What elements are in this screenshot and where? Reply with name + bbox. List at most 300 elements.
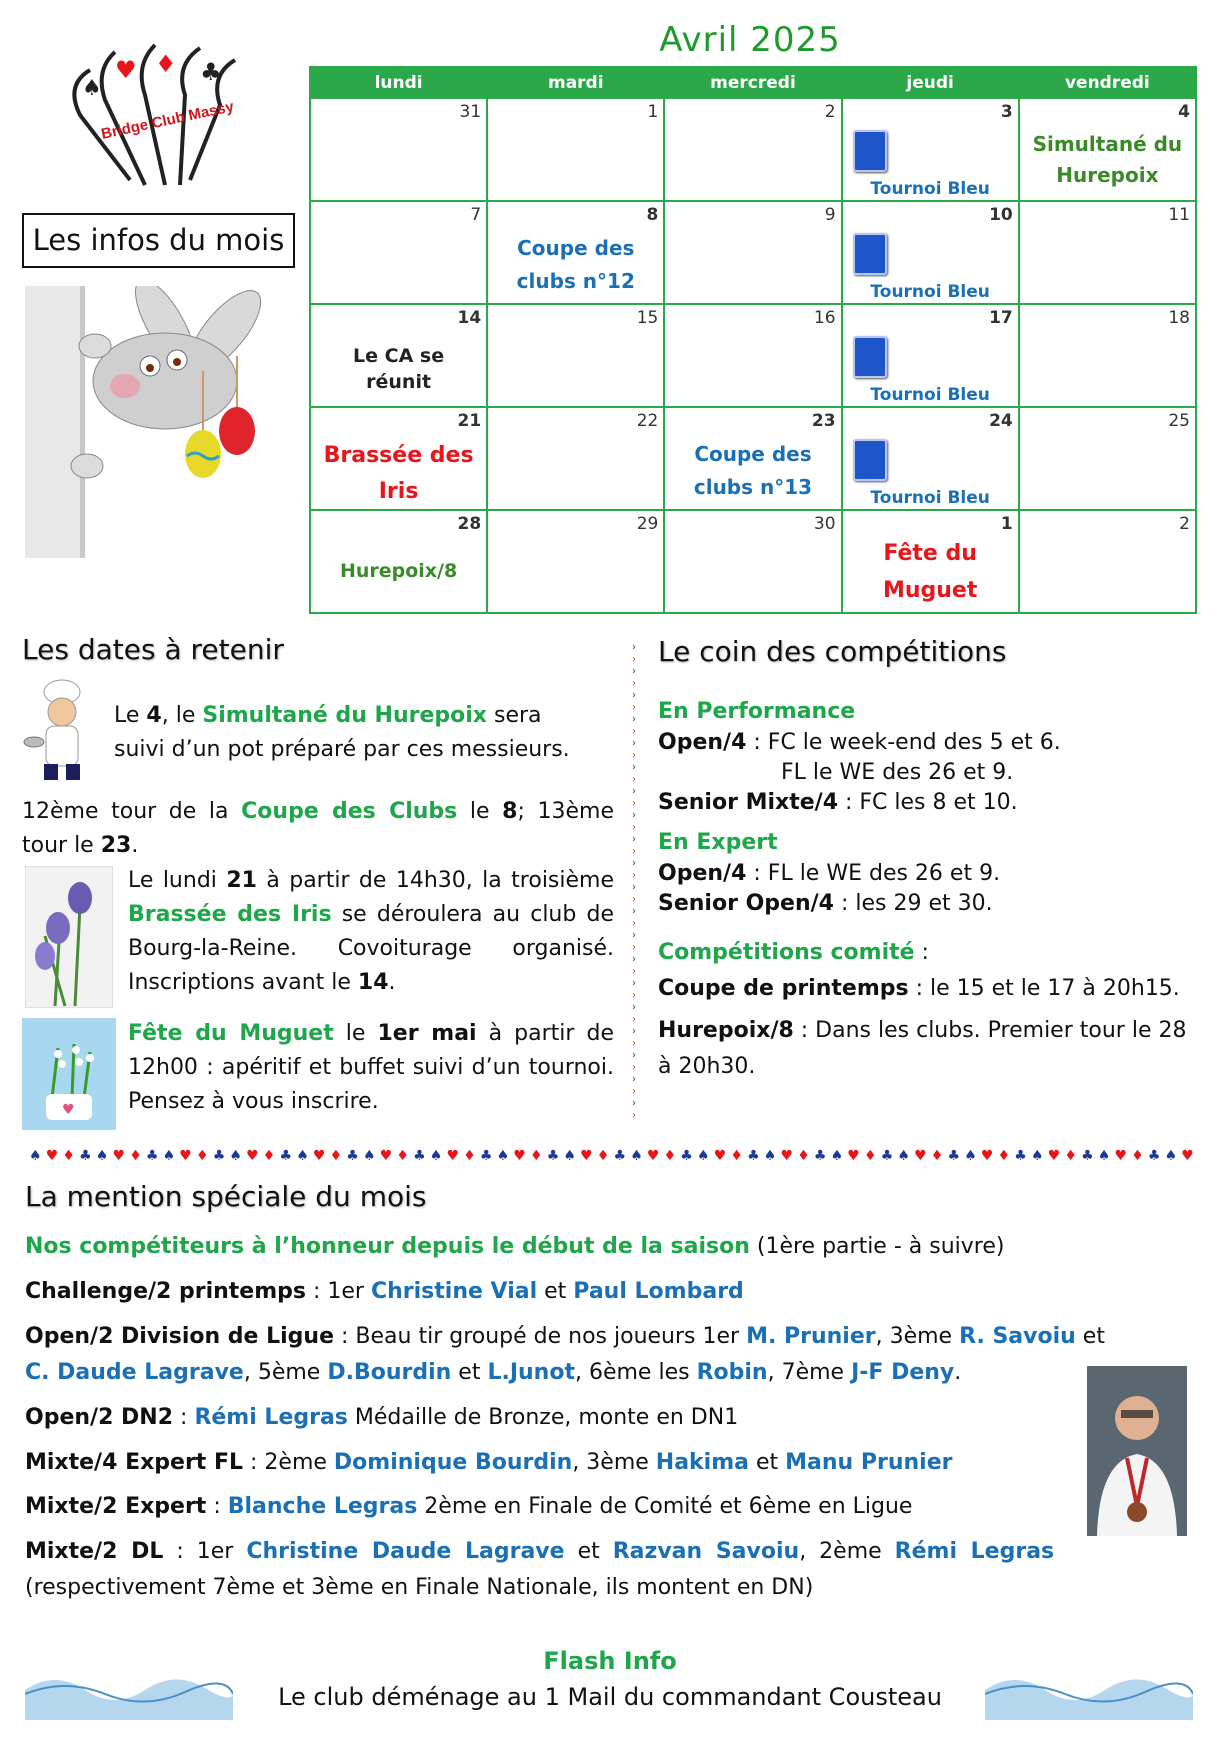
suit-mark: ♠ [29,1148,42,1164]
calendar-day [664,304,841,407]
day-number: 2 [824,102,836,122]
mention-line-5 [25,1494,912,1519]
day-number: 28 [457,514,482,534]
suit-mark: ♣ [145,1148,159,1164]
flash-title: Flash Info [543,1647,677,1675]
label: Mixte/2 DL [25,1539,164,1564]
chef-icon [22,678,90,784]
suit-mark: ♥ [713,1148,727,1164]
water-wave-icon [25,1660,233,1720]
calendar-day [664,407,841,510]
player-name: D.Bourdin [327,1360,452,1385]
event-label: Simultané du Hurepoix [1032,132,1183,187]
mention-intro [25,1234,1004,1259]
perf-senior-line [658,786,1018,820]
printemps-line [658,972,1180,1006]
suit-mark: ♠ [162,1148,176,1164]
day-number: 18 [1168,308,1190,328]
player-name: Robin [696,1360,768,1385]
divider-mark: › [632,1026,636,1037]
divider-mark: › [632,726,636,737]
weekday-header: lundi [310,67,487,98]
player-name: M. Prunier [746,1324,876,1349]
suit-mark: ♦ [596,1148,610,1164]
player-photo [1087,1366,1187,1536]
day-number: 17 [989,308,1013,328]
player-name: Rémi Legras [194,1405,348,1430]
suit-mark: ♥ [580,1148,593,1164]
card-spades-icon [853,439,887,481]
event-label: Brassée des Iris [323,443,474,504]
suit-mark: ♣ [346,1148,359,1164]
highlight: Brassée des Iris [128,902,332,927]
suit-mark: ♦ [129,1148,142,1164]
mention-line-2b [25,1360,961,1385]
divider-mark: › [632,690,636,701]
text: . [131,833,139,858]
text: : FL le WE des 26 et 9. [746,861,1001,886]
suit-mark: ♦ [930,1148,944,1164]
calendar-day [310,98,487,201]
calendar-day [664,510,841,613]
expert-title: En Expert [658,830,778,855]
divider-mark: › [632,906,636,917]
calendar-week [310,510,1196,613]
suit-mark: ♦ [730,1148,743,1164]
divider-mark: › [632,786,636,797]
text: ; 13ème tour le [22,799,614,858]
divider-mark: › [632,894,636,905]
label: Senior Open/4 [658,891,834,916]
text: 4 [146,703,162,728]
label: Open/2 DN2 [25,1405,174,1430]
suit-mark: ♣ [947,1148,961,1164]
suit-mark: ♠ [363,1148,376,1164]
muguet-cup-icon [22,1018,116,1130]
suit-mark: ♥ [1181,1148,1194,1164]
divider-mark: › [632,654,636,665]
text: 12ème tour de la [22,799,242,824]
suit-mark: ♣ [479,1148,493,1164]
player-name: Hakima [655,1450,749,1475]
divider-mark: › [632,1074,636,1085]
calendar-day [664,201,841,304]
suit-mark: ♣ [279,1148,293,1164]
svg-text:♦: ♦ [155,50,177,78]
text: à partir de 12h00 : apéritif et buffet suivi d’un tournoi. Pensez à vous inscrire. [128,1021,614,1114]
highlight: Simultané du Hurepoix [202,703,487,728]
text: 1er mai [377,1021,477,1046]
suit-mark: ♦ [530,1148,543,1164]
suit-mark: ♣ [813,1148,827,1164]
day-number: 14 [457,308,482,328]
suit-mark: ♦ [329,1148,343,1164]
suit-mark: ♠ [697,1148,710,1164]
calendar-day [1019,407,1196,510]
player-name: J-F Deny [851,1360,955,1385]
weekday-header: mardi [487,67,664,98]
suit-mark: ♦ [997,1148,1011,1164]
suit-mark: ♣ [1147,1148,1161,1164]
suit-mark: ♣ [613,1148,627,1164]
suit-mark: ♥ [513,1148,526,1164]
suit-mark: ♠ [95,1148,109,1164]
text: : [173,1405,195,1430]
calendar-day [487,510,664,613]
highlight: Fête du Muguet [128,1021,334,1046]
svg-text:♥: ♥ [62,1102,75,1118]
suit-mark: ♠ [1164,1148,1178,1164]
text: le [457,799,503,824]
suit-mark: ♠ [563,1148,576,1164]
text: et [537,1279,574,1304]
event-label: Tournoi Bleu [870,179,990,199]
text: , 3ème [572,1450,656,1475]
calendar-day [1019,201,1196,304]
player-name: Christine Vial [370,1279,538,1304]
suit-mark: ♦ [196,1148,209,1164]
suit-mark: ♠ [429,1148,443,1164]
divider-mark: › [632,774,636,785]
label: Challenge/2 printemps [25,1279,306,1304]
easter-bunny-icon [25,286,297,558]
calendar-day [1019,304,1196,407]
text: et [564,1539,613,1564]
day-number: 9 [824,205,836,225]
weekday-header: vendredi [1019,67,1196,98]
suit-mark: ♥ [246,1148,259,1164]
suit-mark: ♠ [1031,1148,1044,1164]
divider-mark: › [632,1098,636,1109]
suit-mark: ♦ [797,1148,810,1164]
perf-open-line [658,726,1061,760]
suit-mark: ♦ [463,1148,476,1164]
label: Compétitions comité [658,940,915,965]
highlight: Nos compétiteurs à l’honneur depuis le début de la saison [25,1234,750,1259]
player-name: Rémi Legras [894,1539,1055,1564]
suit-mark: ♦ [1064,1148,1077,1164]
suit-mark: ♠ [1097,1148,1111,1164]
calendar-day [842,407,1019,510]
suit-mark: ♣ [1081,1148,1094,1164]
text: 21 [226,868,257,893]
text: : [206,1494,228,1519]
suit-mark: ♣ [1014,1148,1027,1164]
player-name: Paul Lombard [573,1279,744,1304]
suit-mark: ♣ [212,1148,226,1164]
calendar-day [842,510,1019,613]
calendar-day [487,407,664,510]
event-label: Hurepoix/8 [339,560,458,582]
calendar-week [310,407,1196,510]
divider-mark: › [632,1050,636,1061]
event-label: Tournoi Bleu [870,282,990,302]
label: Mixte/2 Expert [25,1494,207,1519]
suit-mark: ♦ [864,1148,877,1164]
suits-separator [25,1146,1197,1164]
divider-mark: › [632,954,636,965]
text: Médaille de Bronze, monte en DN1 [347,1405,739,1430]
divider-mark: › [632,1014,636,1025]
calendar-day [487,304,664,407]
player-name: R. Savoiu [959,1324,1076,1349]
perf-open-line-2: FL le WE des 26 et 9. [781,760,1014,785]
svg-text:♠: ♠ [82,76,102,101]
suit-mark: ♥ [914,1148,927,1164]
text: , 6ème les [574,1360,697,1385]
suit-mark: ♦ [663,1148,677,1164]
day-number: 24 [989,411,1013,431]
suit-mark: ♣ [680,1148,693,1164]
expert-open-line [658,857,1000,891]
divider-mark: › [632,846,636,857]
weekday-header-row [310,67,1196,98]
divider-mark: › [632,834,636,845]
dates-paragraph-3 [128,864,614,1000]
suit-mark: ♥ [312,1148,326,1164]
text: sera suivi d’un pot préparé par ces messieurs. [114,703,570,762]
divider-mark: › [632,1002,636,1013]
perf-title: En Performance [658,699,856,724]
divider-mark: › [632,990,636,1001]
player-name: Dominique Bourdin [333,1450,573,1475]
text: à partir de 14h30, la troisième [256,868,615,893]
day-number: 23 [811,411,836,431]
text: Le lundi [128,868,227,893]
calendar-day [310,304,487,407]
event-label: Tournoi Bleu [870,488,990,508]
divider-mark: › [632,882,636,893]
player-name: L.Junot [487,1360,575,1385]
text: : 1er [163,1539,247,1564]
day-number: 25 [1168,411,1190,431]
calendar-day [842,98,1019,201]
suit-mark: ♣ [880,1148,894,1164]
day-number: 31 [459,102,482,122]
label: Hurepoix/8 [658,1018,794,1043]
calendar-day [1019,98,1196,201]
divider-mark: › [632,798,636,809]
divider-mark: › [632,1086,636,1097]
divider-mark: › [632,870,636,881]
suit-mark: ♦ [62,1148,75,1164]
text: : 1er [306,1279,371,1304]
calendar-day [664,98,841,201]
suit-mark: ♥ [379,1148,393,1164]
svg-text:♣: ♣ [200,58,222,86]
divider-mark: › [632,750,636,761]
text: et [451,1360,488,1385]
text: . [954,1360,962,1385]
divider-mark: › [632,678,636,689]
suit-mark: ♥ [646,1148,660,1164]
text: . [388,970,396,995]
mention-line-4 [25,1450,953,1475]
infos-title: Les infos du mois [22,213,295,268]
hurepoix-line [658,1013,1198,1085]
suits-divider [632,640,642,1122]
calendar-week [310,201,1196,304]
flash-text: Le club déménage au 1 Mail du commandant Cousteau [278,1683,942,1711]
calendar-day [842,304,1019,407]
suit-mark: ♥ [1114,1148,1128,1164]
day-number: 30 [813,514,836,534]
suit-mark: ♠ [964,1148,977,1164]
divider-mark: › [632,738,636,749]
label: Open/4 [658,861,747,886]
text: 23 [100,833,132,858]
calendar-day [310,201,487,304]
suit-mark: ♣ [747,1148,760,1164]
dates-paragraph-1 [114,699,596,767]
divider-mark: › [632,942,636,953]
text: : [914,940,929,965]
suit-mark: ♥ [780,1148,794,1164]
suit-mark: ♠ [763,1148,777,1164]
water-wave-icon [985,1660,1193,1720]
calendar-day [487,98,664,201]
comite-title [658,936,929,970]
svg-text:♥: ♥ [115,56,137,84]
divider-mark: › [632,978,636,989]
text: , 5ème [243,1360,328,1385]
logo-text: Bridge Club Massy [99,98,236,143]
calendar-day [310,510,487,613]
text: , 7ème [767,1360,852,1385]
text: 14 [357,970,389,995]
suit-mark: ♥ [847,1148,860,1164]
suit-mark: ♣ [79,1148,92,1164]
day-number: 1 [1000,514,1013,534]
day-number: 8 [646,205,659,225]
text: : les 29 et 30. [833,891,993,916]
card-spades-icon [853,336,887,378]
label: Mixte/4 Expert FL [25,1450,244,1475]
text: : 2ème [243,1450,334,1475]
label: Open/2 Division de Ligue [25,1324,335,1349]
day-number: 3 [1000,102,1013,122]
divider-mark: › [632,666,636,677]
text: : FC le week-end des 5 et 6. [746,730,1061,755]
label: Coupe de printemps [658,976,909,1001]
text: 2ème en Finale de Comité et 6ème en Ligue [417,1494,913,1519]
divider-mark: › [632,1038,636,1049]
divider-mark: › [632,1062,636,1073]
divider-mark: › [632,918,636,929]
text: : Beau tir groupé de nos joueurs 1er [334,1324,747,1349]
mention-line-3 [25,1405,738,1430]
mention-line-2 [25,1324,1105,1349]
divider-mark: › [632,762,636,773]
divider-mark: › [632,930,636,941]
calendar-week [310,98,1196,201]
suit-mark: ♦ [396,1148,409,1164]
mention-line-6 [25,1539,1075,1564]
player-name: C. Daude Lagrave [25,1360,244,1385]
suit-mark: ♦ [262,1148,276,1164]
event-label: Coupe des clubs n°12 [516,236,635,293]
dates-title: Les dates à retenir [22,633,284,666]
calendar-day [487,201,664,304]
divider-mark: › [632,642,636,653]
calendar-day [1019,510,1196,613]
event-label: Tournoi Bleu [870,385,990,405]
suit-mark: ♥ [1047,1148,1061,1164]
suit-mark: ♣ [413,1148,426,1164]
event-label: Fête du Muguet [882,541,978,603]
divider-mark: › [632,822,636,833]
day-number: 4 [1178,102,1190,122]
suit-mark: ♥ [179,1148,192,1164]
day-number: 11 [1168,205,1190,225]
card-spades-icon [853,233,887,275]
text: : le 15 et le 17 à 20h15. [908,976,1180,1001]
calendar-grid [309,66,1197,614]
calendar-day [842,201,1019,304]
card-spades-icon [853,130,887,172]
suit-mark: ♠ [496,1148,510,1164]
suit-mark: ♦ [1131,1148,1144,1164]
label: Senior Mixte/4 [658,790,838,815]
suit-mark: ♥ [980,1148,994,1164]
mention-title: La mention spéciale du mois [25,1180,427,1213]
text: : FC les 8 et 10. [838,790,1018,815]
suit-mark: ♠ [229,1148,242,1164]
suit-mark: ♥ [45,1148,59,1164]
suit-mark: ♥ [446,1148,460,1164]
day-number: 29 [636,514,659,534]
text: et [1075,1324,1105,1349]
suit-mark: ♠ [630,1148,643,1164]
day-number: 2 [1179,514,1190,534]
suit-mark: ♣ [546,1148,560,1164]
player-name: Blanche Legras [227,1494,418,1519]
divider-mark: › [632,810,636,821]
text: : Dans les clubs. Premier tour le 28 à 20h30. [658,1018,1187,1079]
divider-mark: › [632,1110,636,1121]
day-number: 7 [470,205,482,225]
text: se déroulera au club de Bourg-la-Reine. Covoiturage organisé. Inscriptions avant le [128,902,614,995]
text: le [333,1021,378,1046]
day-number: 15 [636,308,659,328]
day-number: 1 [647,102,659,122]
divider-mark: › [632,714,636,725]
weekday-header: mercredi [664,67,841,98]
text: , 3ème [875,1324,960,1349]
text: 8 [502,799,518,824]
text: et [749,1450,786,1475]
dates-paragraph-4 [128,1017,614,1119]
divider-mark: › [632,966,636,977]
dates-paragraph-2 [22,795,614,863]
competitions-title: Le coin des compétitions [658,635,1007,668]
calendar-week [310,304,1196,407]
text: , 2ème [799,1539,895,1564]
divider-mark: › [632,858,636,869]
expert-senior-line [658,887,993,921]
text: (1ère partie - à suivre) [749,1234,1005,1259]
player-name: Razvan Savoiu [612,1539,800,1564]
day-number: 10 [989,205,1013,225]
player-name: Manu Prunier [785,1450,953,1475]
day-number: 21 [457,411,482,431]
month-title: Avril 2025 [659,20,841,60]
divider-mark: › [632,702,636,713]
suit-mark: ♠ [830,1148,844,1164]
mention-line-6b: (respectivement 7ème et 3ème en Finale Nationale, ils montent en DN) [25,1575,814,1600]
day-number: 22 [636,411,659,431]
event-label: Coupe des clubs n°13 [693,442,813,499]
